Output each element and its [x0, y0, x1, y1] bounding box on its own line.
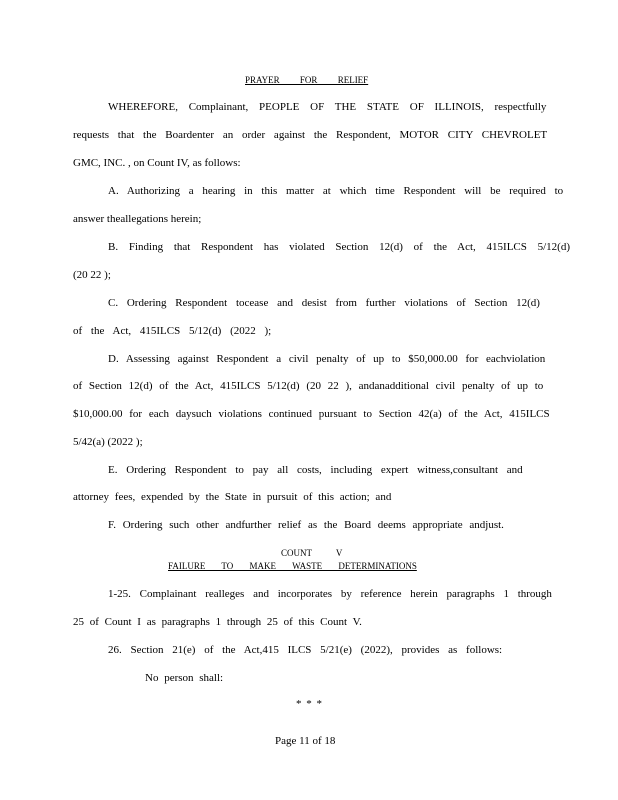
item-d-line-3: $10,000.00 for each daysuch violations continued pursuant to Section 42(a) of the Act, 415ILCS — [73, 408, 550, 420]
prayer-heading: PRAYER FOR RELIEF — [245, 75, 369, 85]
para-1-25-line-1: 1-25. Complainant realleges and incorporates by reference herein paragraphs 1 through — [108, 588, 552, 600]
item-a-line-1: A. Authorizing a hearing in this matter at which time Respondent will be required to — [108, 185, 564, 197]
item-c-line-2: of the Act, 415ILCS 5/12(d) (2022 ); — [73, 325, 272, 337]
item-d-line-2: of Section 12(d) of the Act, 415ILCS 5/12(d) (20 22 ), andanadditional civil penalty of up to — [73, 380, 544, 392]
item-b-line-2: (20 22 ); — [73, 269, 111, 281]
para-1-25-line-2: 25 of Count I as paragraphs 1 through 25 of this Count V. — [73, 616, 362, 628]
item-e-line-1: E. Ordering Respondent to pay all costs, including expert witness,consultant and — [108, 464, 523, 476]
asterisks: * * * — [296, 698, 322, 710]
count-subheading: FAILURE TO MAKE WASTE DETERMINATIONS — [168, 561, 417, 571]
wherefore-line-3: GMC, INC. , on Count IV, as follows: — [73, 157, 241, 169]
para-26: 26. Section 21(e) of the Act,415 ILCS 5/21(e) (2022), provides as follows: — [108, 644, 503, 656]
item-a-line-2: answer theallegations herein; — [73, 213, 202, 225]
item-d-line-1: D. Assessing against Respondent a civil penalty of up to $50,000.00 for eachviolation — [108, 353, 546, 365]
item-c-line-1: C. Ordering Respondent tocease and desist from further violations of Section 12(d) — [108, 297, 540, 309]
item-b-line-1: B. Finding that Respondent has violated Section 12(d) of the Act, 415ILCS 5/12(d) — [108, 241, 571, 253]
item-d-line-4: 5/42(a) (2022 ); — [73, 436, 143, 448]
no-person-line: No person shall: — [145, 672, 224, 684]
item-e-line-2: attorney fees, expended by the State in pursuit of this action; and — [73, 491, 392, 503]
item-f-line-1: F. Ordering such other andfurther relief as the Board deems appropriate andjust. — [108, 519, 504, 531]
page-footer: Page 11 of 18 — [275, 735, 336, 747]
wherefore-line-2: requests that the Boardenter an order against the Respondent, MOTOR CITY CHEVROLET — [73, 129, 548, 141]
count-heading: COUNT V — [281, 548, 343, 558]
wherefore-line-1: WHEREFORE, Complainant, PEOPLE OF THE STATE OF ILLINOIS, respectfully — [108, 101, 547, 113]
